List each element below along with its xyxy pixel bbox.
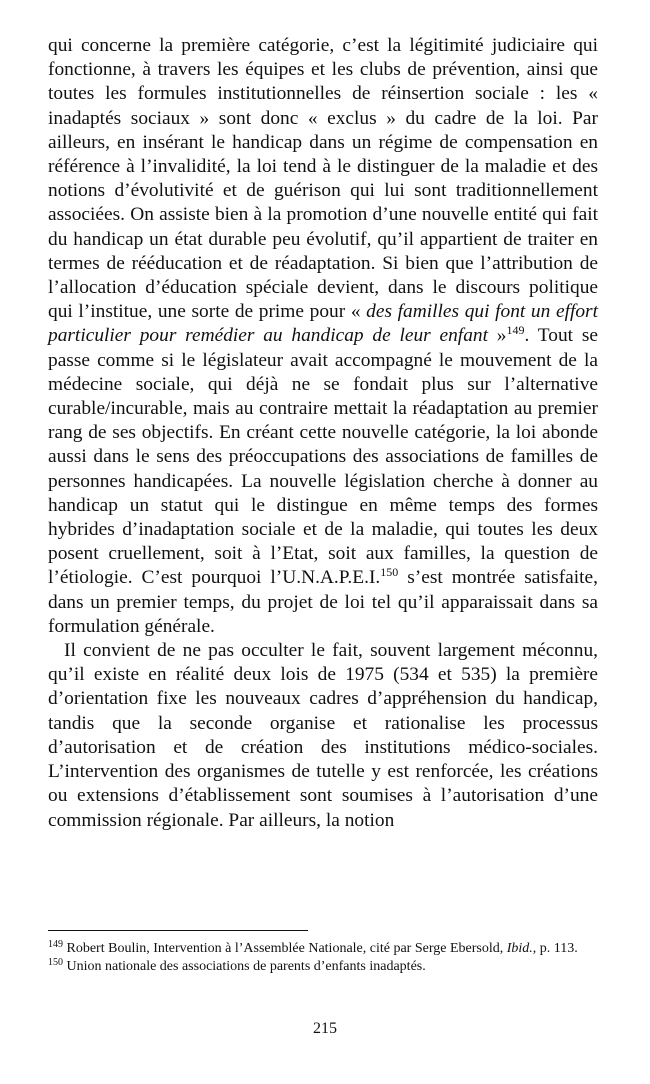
footnote-text: , p. 113. [532, 941, 578, 956]
footnote-ref-149[interactable]: 149 [506, 323, 525, 338]
footnote-number: 149 [48, 939, 63, 950]
paragraph-1 [48, 34, 598, 639]
page-number: 215 [313, 1020, 337, 1037]
footnote-text: Robert Boulin, Intervention à l’Assemblée Nationale, cité par Serge Ebersold, [63, 941, 507, 956]
paragraph-text: s’est montrée satisfaite, dans un premier temps, du projet de loi tel qu’il apparaissait dans sa formulation générale. [48, 567, 598, 637]
footnote-number: 150 [48, 956, 63, 968]
footnote-ibid: Ibid. [506, 941, 533, 956]
quoted-text: des familles qui font un effort particulier pour remédier au handicap de leur enfant [48, 301, 598, 347]
paragraph-2: Il convient de ne pas occulter le fait, souvent largement méconnu, qu’il existe en réalité deux lois de 1975 (534 et 535) la première d’orientation fixe les nouveaux cadres d’appréhension du handicap, tandis que la seconde organise et rationalise les processus d’autorisation et de création des institutions médico-sociales. L’intervention des organismes de tutelle y est renforcée, les créations ou extensions d’établissement sont soumises à l’autorisation d’une commission régionale. Par ailleurs, la notion [48, 640, 598, 831]
footnotes [48, 940, 608, 975]
paragraph-text: qui concerne la première catégorie, c’est la légitimité judiciaire qui fonctionne, à travers les équipes et les clubs de prévention, ainsi que toutes les formules institutionnelles de réinsertion sociale : les « inadaptés sociaux » sont donc « exclus » du cadre de la loi. Par ailleurs, en insérant le handicap dans un régime de compensation en référence à l’invalidité, la loi tend à le distinguer de la maladie et des notions d’évolutivité et de guérison qui lui sont traditionnellement associées. On assiste bien à la promotion d’une nouvelle entité qui fait du handicap un état durable peu évolutif, qu’il appartient de traiter en termes de rééducation et de réadaptation. Si bien que l’attribution de l’allocation d’éducation spéciale devient, dans le discours politique qui l’institue, une sorte de prime pour « [48, 35, 598, 323]
page-body [48, 34, 598, 833]
footnote-ref-150[interactable]: 150 [380, 565, 399, 580]
footnote-150 [48, 958, 608, 976]
footnote-text: Union nationale des associations de parents d’enfants inadaptés. [63, 958, 426, 974]
footnote-separator [48, 930, 308, 931]
paragraph-text: » [487, 325, 507, 347]
paragraph-text: . Tout se passe comme si le législateur avait accompagné le mouvement de la médecine sociale, qui déjà ne se fondait plus sur l’alternative curable/incurable, mais au contraire mettait la réadaptation au premier rang de ses objectifs. En créant cette nouvelle catégorie, la loi abonde aussi dans le sens des préoccupations des associations de familles de personnes handicapées. La nouvelle législation cherche à donner au handicap un statut qui le distingue en même temps des formes hybrides d’inadaptation sociale et de la maladie, qui toutes les deux posent cruellement, soit à l’Etat, soit aux familles, la question de l’étiologie. C’est pourquoi l’U.N.A.P.E.I. [48, 325, 598, 589]
footnote-149 [48, 940, 608, 958]
